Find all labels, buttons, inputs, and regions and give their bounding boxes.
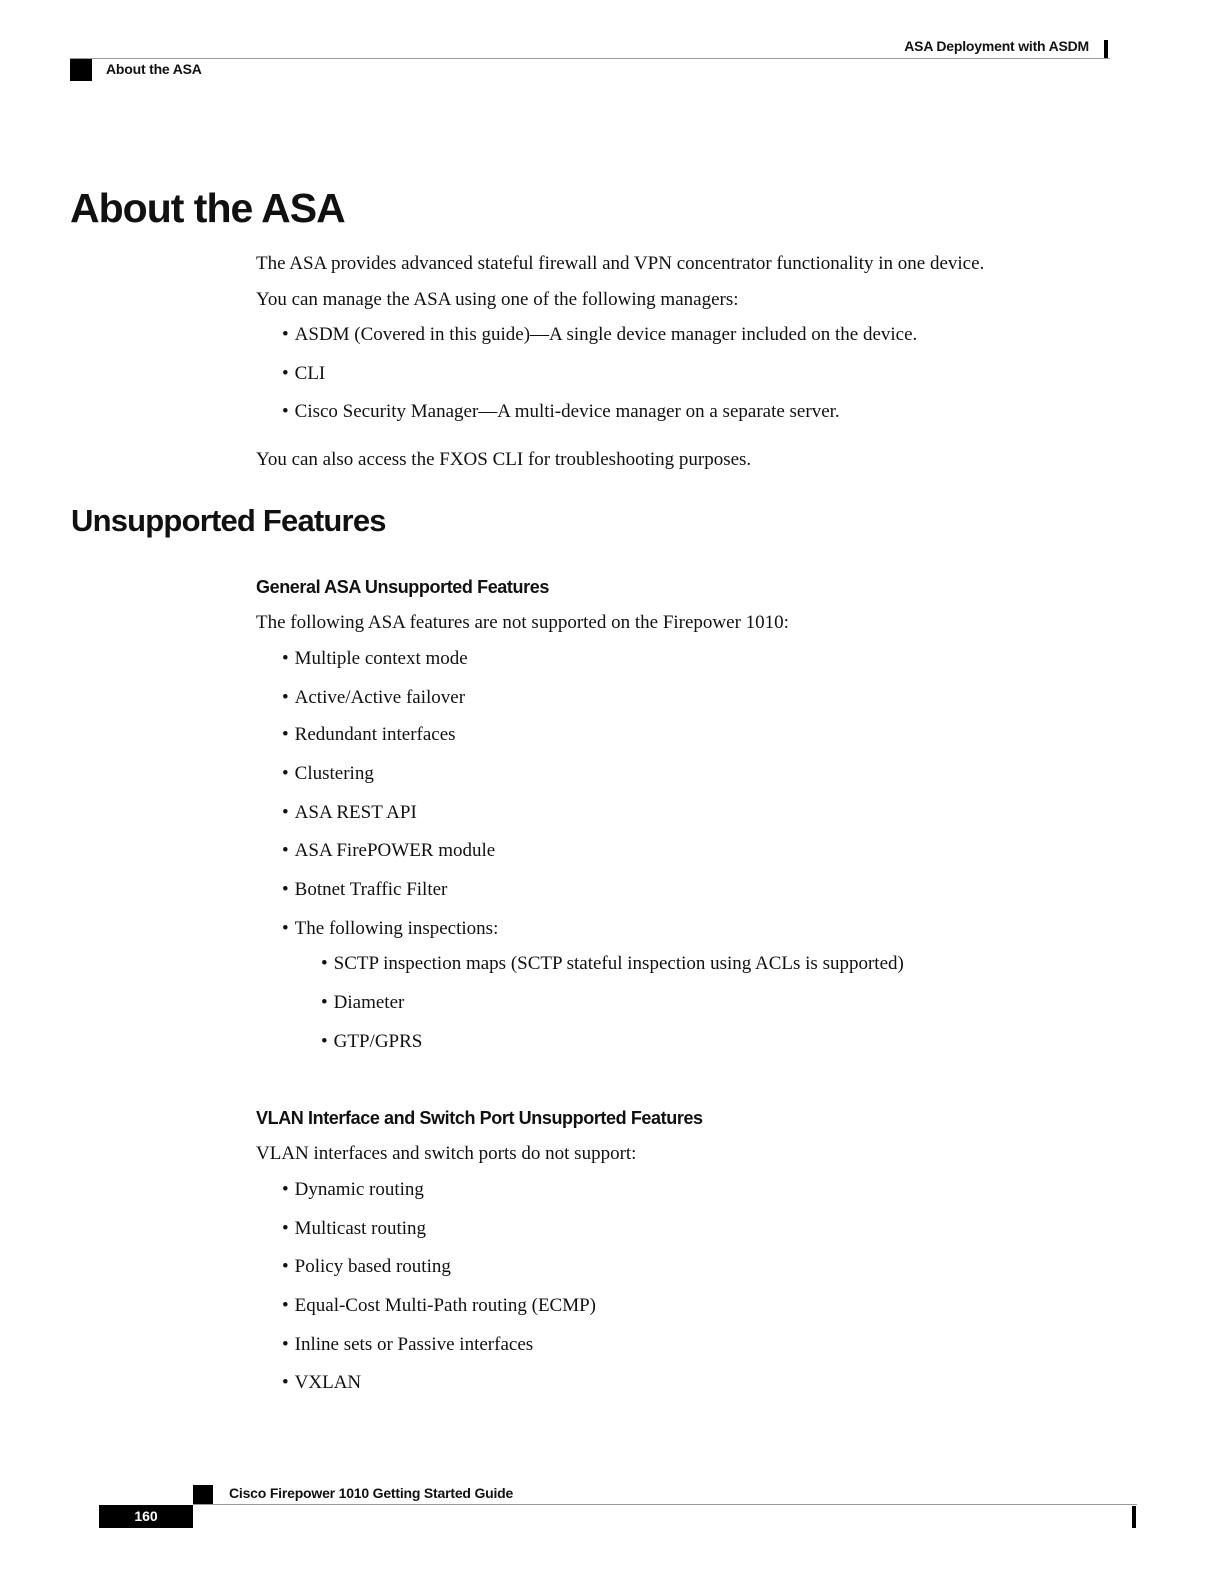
paragraph-fxos-cli: You can also access the FXOS CLI for troubleshooting purposes.	[256, 449, 752, 470]
list-item-text: ASA FirePOWER module	[294, 840, 496, 861]
list-item-text: Botnet Traffic Filter	[294, 879, 448, 900]
list-item-text: Clustering	[294, 763, 374, 784]
list-item	[282, 724, 456, 747]
list-item-text: Active/Active failover	[294, 687, 466, 708]
footer-marker-block	[193, 1485, 213, 1505]
bullet-glyph: •	[282, 401, 289, 422]
bullet-glyph: •	[282, 724, 289, 745]
header-rule	[70, 58, 1110, 59]
bullet-glyph: •	[282, 324, 289, 345]
page-title: About the ASA	[70, 185, 345, 231]
list-item-text: GTP/GPRS	[333, 1031, 423, 1052]
list-item-asdm	[282, 324, 917, 347]
running-header-chapter-title: ASA Deployment with ASDM	[904, 38, 1089, 54]
footer-marker-bar	[1132, 1506, 1136, 1528]
list-item-text: ASDM (Covered in this guide)—A single device manager included on the device.	[294, 324, 918, 345]
list-item-text: Diameter	[333, 992, 405, 1013]
bullet-glyph: •	[282, 1256, 289, 1277]
list-item-text: ASA REST API	[294, 802, 417, 823]
bullet-glyph: •	[282, 1218, 289, 1239]
paragraph-asa-intro: The ASA provides advanced stateful firewall and VPN concentrator functionality in one device.	[256, 253, 985, 274]
list-item-csm	[282, 401, 840, 424]
sub-list-item	[321, 953, 904, 976]
bullet-glyph: •	[282, 1295, 289, 1316]
list-item	[282, 648, 468, 671]
footer-rule	[193, 1504, 1137, 1505]
list-item-text: Cisco Security Manager—A multi-device manager on a separate server.	[294, 401, 840, 422]
list-item	[282, 918, 498, 941]
list-item	[282, 802, 417, 825]
list-item-text: SCTP inspection maps (SCTP stateful inspection using ACLs is supported)	[333, 953, 904, 974]
list-item-text: Dynamic routing	[294, 1179, 424, 1200]
list-item-text: Policy based routing	[294, 1256, 451, 1277]
bullet-glyph: •	[282, 802, 289, 823]
paragraph-vlan-intro: VLAN interfaces and switch ports do not support:	[256, 1143, 637, 1164]
list-item	[282, 879, 447, 902]
bullet-glyph: •	[282, 1179, 289, 1200]
list-item-text: Redundant interfaces	[294, 724, 456, 745]
bullet-glyph: •	[282, 1334, 289, 1355]
bullet-glyph: •	[282, 840, 289, 861]
list-item-cli	[282, 363, 325, 386]
page-number: 160	[99, 1505, 193, 1528]
subsection-title-general: General ASA Unsupported Features	[256, 577, 549, 597]
list-item-text: Equal-Cost Multi-Path routing (ECMP)	[294, 1295, 597, 1316]
list-item-text: Inline sets or Passive interfaces	[294, 1334, 534, 1355]
header-marker-bar	[1104, 40, 1108, 59]
list-item-text: VXLAN	[294, 1372, 362, 1393]
sub-list-item	[321, 1031, 422, 1054]
list-item	[282, 1256, 451, 1279]
list-item-text: The following inspections:	[294, 918, 499, 939]
list-item	[282, 1179, 424, 1202]
paragraph-general-intro: The following ASA features are not supported on the Firepower 1010:	[256, 612, 789, 633]
list-item	[282, 1372, 361, 1395]
bullet-glyph: •	[321, 1031, 328, 1052]
list-item	[282, 763, 374, 786]
bullet-glyph: •	[282, 879, 289, 900]
subsection-title-vlan: VLAN Interface and Switch Port Unsupported Features	[256, 1108, 703, 1128]
running-header-section-title: About the ASA	[106, 61, 202, 77]
header-marker-block	[70, 59, 92, 81]
bullet-glyph: •	[321, 953, 328, 974]
section-title-unsupported-features: Unsupported Features	[71, 503, 386, 538]
list-item-text: CLI	[294, 363, 326, 384]
bullet-glyph: •	[282, 687, 289, 708]
bullet-glyph: •	[282, 918, 289, 939]
list-item-text: Multicast routing	[294, 1218, 427, 1239]
bullet-glyph: •	[282, 763, 289, 784]
list-item-text: Multiple context mode	[294, 648, 468, 669]
bullet-glyph: •	[282, 648, 289, 669]
bullet-glyph: •	[321, 992, 328, 1013]
bullet-glyph: •	[282, 1372, 289, 1393]
paragraph-managers-intro: You can manage the ASA using one of the following managers:	[256, 289, 739, 310]
footer-guide-title: Cisco Firepower 1010 Getting Started Guide	[229, 1485, 514, 1501]
list-item	[282, 1334, 533, 1357]
list-item	[282, 1295, 596, 1318]
sub-list-item	[321, 992, 404, 1015]
list-item	[282, 687, 465, 710]
list-item	[282, 840, 495, 863]
list-item	[282, 1218, 426, 1241]
bullet-glyph: •	[282, 363, 289, 384]
